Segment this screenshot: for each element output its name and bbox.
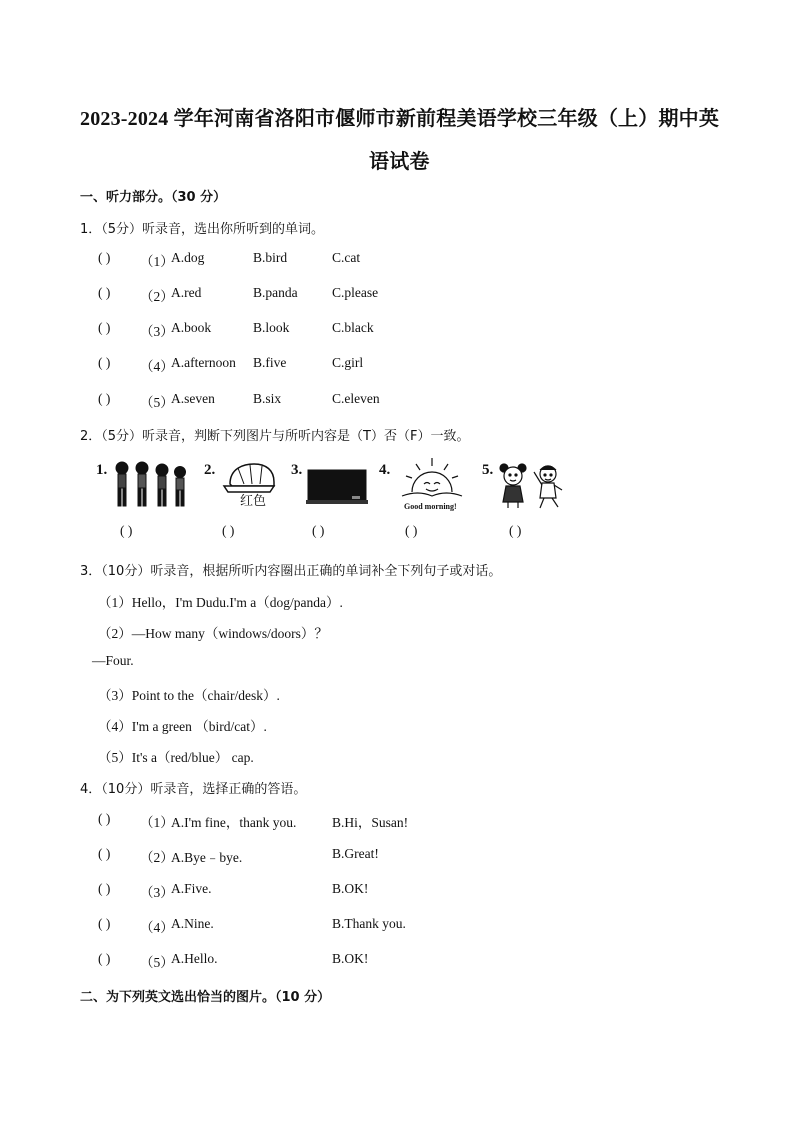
option-b: B.Thank you. (332, 916, 406, 931)
option-b: B.OK! (332, 881, 369, 896)
question-1-stem: 1．（5分）听录音，选出你所听到的单词。 (80, 222, 325, 237)
answer-bracket[interactable]: ( ) (98, 951, 111, 966)
item-number: （1） (140, 254, 174, 269)
picture-3-number: 3. (291, 462, 303, 478)
item-number: （4） (140, 359, 174, 374)
section-1-heading: 一、听力部分。（30 分） (80, 190, 227, 205)
question-3-stem: 3．（10分）听录音，根据所听内容圈出正确的单词补全下列句子或对话。 (80, 564, 502, 579)
answer-bracket[interactable]: ( ) (98, 391, 111, 406)
question-3-line-1: （1）Hello，I'm Dudu.I'm a（dog/panda）. (98, 595, 343, 610)
picture-4-number: 4. (379, 462, 391, 478)
option-a: A.dog (171, 250, 205, 265)
answer-bracket[interactable]: ( ) (98, 881, 111, 896)
answer-bracket[interactable]: ( ) (98, 320, 111, 335)
item-number: （2） (140, 289, 174, 304)
question-3-line-2: （2）—How many（windows/doors）？ (98, 626, 328, 641)
section-2-heading: 二、为下列英文选出恰当的图片。（10 分） (80, 990, 331, 1005)
question-3-line-5: （4）I'm a green （bird/cat）. (98, 719, 267, 734)
picture-5-number: 5. (482, 462, 494, 478)
option-b: B.Great! (332, 846, 379, 861)
option-c: C.please (332, 285, 379, 300)
sun-caption: Good morning! (404, 502, 457, 511)
answer-bracket[interactable]: ( ) (98, 811, 111, 826)
cap-caption: 红色 (240, 494, 267, 509)
question-3-line-6: （5）It's a（red/blue） cap. (98, 750, 254, 765)
answer-bracket[interactable]: ( ) (509, 523, 522, 538)
item-number: （3） (140, 324, 174, 339)
option-b: B.six (253, 391, 282, 406)
answer-bracket[interactable]: ( ) (98, 250, 111, 265)
question-2-stem: 2．（5分）听录音，判断下列图片与所听内容是（T）否（F）一致。 (80, 429, 470, 444)
exam-title-line2: 语试卷 (369, 151, 430, 173)
question-3-line-4: （3）Point to the（chair/desk）. (98, 688, 280, 703)
option-c: C.eleven (332, 391, 380, 406)
item-number: （5） (140, 955, 174, 970)
question-4-stem: 4．（10分）听录音，选择正确的答语。 (80, 782, 307, 797)
four-children-icon (110, 460, 194, 510)
option-c: C.girl (332, 355, 364, 370)
answer-bracket[interactable]: ( ) (312, 523, 325, 538)
option-a: A.I'm fine，thank you. (171, 815, 297, 830)
picture-2-number: 2. (204, 462, 216, 478)
option-b: B.Hi，Susan! (332, 815, 409, 830)
waving-children-icon (496, 460, 568, 510)
item-number: （5） (140, 395, 174, 410)
option-a: A.Nine. (171, 916, 214, 931)
answer-bracket[interactable]: ( ) (98, 916, 111, 931)
option-b: B.bird (253, 250, 288, 265)
exam-title-line1: 2023-2024 学年河南省洛阳市偃师市新前程美语学校三年级（上）期中英 (80, 108, 720, 130)
option-b: B.panda (253, 285, 298, 300)
option-c: C.cat (332, 250, 361, 265)
option-a: A.Five. (171, 881, 212, 896)
option-a: A.red (171, 285, 202, 300)
option-a: A.afternoon (171, 355, 236, 370)
option-a: A.book (171, 320, 212, 335)
answer-bracket[interactable]: ( ) (98, 846, 111, 861)
item-number: （1） (140, 815, 174, 830)
answer-bracket[interactable]: ( ) (98, 355, 111, 370)
answer-bracket[interactable]: ( ) (405, 523, 418, 538)
item-number: （4） (140, 920, 174, 935)
item-number: （2） (140, 850, 174, 865)
option-c: C.black (332, 320, 374, 335)
option-a: A.Hello. (171, 951, 218, 966)
answer-bracket[interactable]: ( ) (98, 285, 111, 300)
option-b: B.look (253, 320, 290, 335)
option-b: B.OK! (332, 951, 369, 966)
option-a: A.seven (171, 391, 215, 406)
answer-bracket[interactable]: ( ) (120, 523, 133, 538)
blackboard-icon (306, 468, 368, 506)
sun-icon (398, 456, 466, 502)
picture-1-number: 1. (96, 462, 108, 478)
answer-bracket[interactable]: ( ) (222, 523, 235, 538)
question-3-line-3: —Four. (92, 653, 134, 668)
option-b: B.five (253, 355, 287, 370)
option-a: A.Bye﹣bye. (171, 850, 243, 865)
item-number: （3） (140, 885, 174, 900)
